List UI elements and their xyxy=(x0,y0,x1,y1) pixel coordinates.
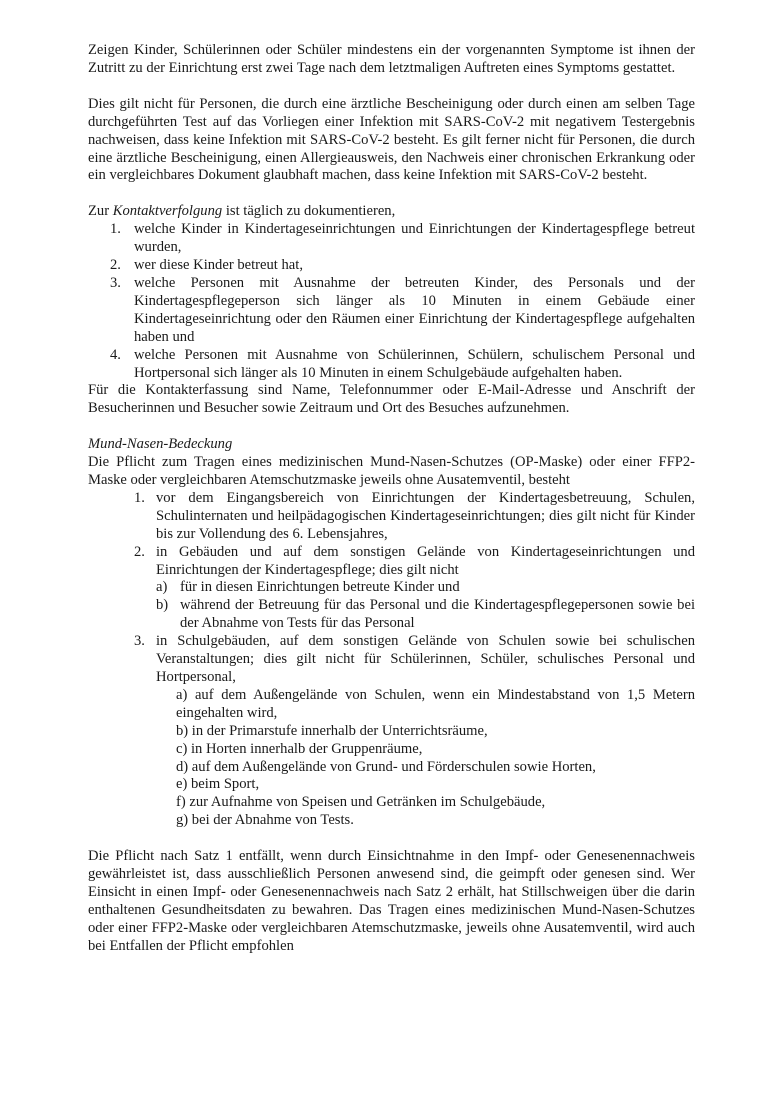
exception-paragraph: Dies gilt nicht für Personen, die durch eine ärztliche Bescheinigung oder durch einen am selben Tage durchgeführten Test auf das Vorliegen einer Infektion mit SARS-CoV-2 mit negativem Testergebnis nachweisen, dass keine Infektion mit SARS-CoV-2 besteht. Es gilt ferner nicht für Personen, die durch eine ärztliche Bescheinigung, einen Allergieausweis, den Nachweis einer chronischen Erkrankung oder ein vergleichbares Dokument glaubhaft machen, dass keine Infektion mit SARS-CoV-2 besteht. xyxy=(88,95,695,184)
sub-item-letter: a) xyxy=(156,579,168,596)
list-item xyxy=(88,257,695,275)
item-text: wer diese Kinder betreut hat, xyxy=(134,257,303,274)
list-item xyxy=(88,275,695,347)
sublist-item xyxy=(156,597,695,633)
sublist-item xyxy=(156,579,695,597)
kontakt-heading: Kontaktverfolgung xyxy=(112,203,223,220)
item-text: vor dem Eingangsbereich von Einrichtungen der Kindertagesbetreuung, Schulen, Schulinternaten und heilpädagogischen Kindertageseinrichtungen; dies gilt nicht für Kinder bis zur Vollendung des 6. Lebensjahres, xyxy=(156,489,695,542)
item-text: welche Personen mit Ausnahme der betreuten Kinder, des Personals und der Kindertagespflegeperson sich länger als 10 Minuten in einem Gebäude einer Kindertageseinrichtung oder den Räumen einer Einrichtung der Kindertagespflege aufgehalten haben und xyxy=(134,274,695,345)
item-number: 3. xyxy=(134,633,145,650)
kontakt-intro xyxy=(88,203,695,221)
mund-list xyxy=(88,490,695,830)
kontakt-intro-suffix: ist täglich zu dokumentieren, xyxy=(222,203,396,220)
sublist-item: g) bei der Abnahme von Tests. xyxy=(176,812,354,829)
sub-item-text: für in diesen Einrichtungen betreute Kinder und xyxy=(180,579,460,596)
mund-heading xyxy=(88,436,695,454)
item-text: in Gebäuden und auf dem sonstigen Gelände von Kindertageseinrichtungen und Einrichtungen der Kindertagespflege; dies gilt nicht xyxy=(156,543,695,578)
item-number: 2. xyxy=(110,257,121,274)
item-text: welche Personen mit Ausnahme von Schülerinnen, Schülern, schulischem Personal und Hortpersonal sich länger als 10 Minuten in einem Schulgebäude aufgehalten haben. xyxy=(134,346,695,381)
item-text: welche Kinder in Kindertageseinrichtungen und Einrichtungen der Kindertagespflege betreut wurden, xyxy=(134,221,695,256)
final-paragraph: Die Pflicht nach Satz 1 entfällt, wenn durch Einsichtnahme in den Impf- oder Genesenennachweis gewährleistet ist, dass ausschließlich Personen anwesend sind, die geimpft oder genesen sind. Wer Einsicht in einen Impf- oder Genesenennachweis nach Satz 2 erhält, hat Stillschweigen über die darin enthaltenen Gesundheitsdaten zu bewahren. Das Tragen eines medizinischen Mund-Nasen-Schutzes oder einer FFP2-Maske oder vergleichbaren Atemschutzmaske, jeweils ohne Ausatemventil, wird auch bei Entfallen der Pflicht empfohlen xyxy=(88,848,695,954)
kontakt-list xyxy=(88,221,695,382)
list-item xyxy=(88,544,695,634)
list-item xyxy=(88,347,695,383)
item-number: 3. xyxy=(110,274,121,291)
sublist xyxy=(156,687,695,830)
sublist-item: a) auf dem Außengelände von Schulen, wenn ein Mindestabstand von 1,5 Metern eingehalten wird, xyxy=(176,686,695,721)
sub-item-letter: b) xyxy=(156,597,169,614)
document-body xyxy=(88,42,695,956)
kontakterfassung-paragraph: Für die Kontakterfassung sind Name, Telefonnummer oder E-Mail-Adresse und Anschrift der Besucherinnen und Besucher sowie Zeitraum und Ort des Besuches aufzunehmen. xyxy=(88,382,695,417)
item-number: 1. xyxy=(110,221,121,238)
sub-item-text: während der Betreuung für das Personal und die Kindertagespflegepersonen sowie bei der Abnahme von Tests für das Personal xyxy=(180,597,695,632)
kontakt-intro-prefix: Zur xyxy=(88,203,113,220)
symptom-paragraph: Zeigen Kinder, Schülerinnen oder Schüler mindestens ein der vorgenannten Symptome ist ihnen der Zutritt zu der Einrichtung erst zwei Tage nach dem letztmaligen Auftreten eines Symptoms gestattet. xyxy=(88,42,695,76)
list-item xyxy=(88,221,695,257)
item-number: 2. xyxy=(134,543,145,560)
sublist-item: f) zur Aufnahme von Speisen und Getränken im Schulgebäude, xyxy=(176,794,546,811)
sublist xyxy=(156,579,695,633)
item-number: 4. xyxy=(110,346,121,363)
mund-intro: Die Pflicht zum Tragen eines medizinischen Mund-Nasen-Schutzes (OP-Maske) oder einer FFP2-Maske oder vergleichbaren Atemschutzmaske jeweils ohne Ausatemventil, besteht xyxy=(88,454,695,489)
list-item xyxy=(88,490,695,544)
sublist-item: d) auf dem Außengelände von Grund- und Förderschulen sowie Horten, xyxy=(176,758,596,775)
list-item xyxy=(88,633,695,830)
sublist-item: e) beim Sport, xyxy=(176,776,260,793)
mund-heading-text: Mund-Nasen-Bedeckung xyxy=(88,436,233,453)
sublist-item: c) in Horten innerhalb der Gruppenräume, xyxy=(176,740,423,757)
sublist-item: b) in der Primarstufe innerhalb der Unterrichtsräume, xyxy=(176,722,488,739)
item-number: 1. xyxy=(134,489,145,506)
item-text: in Schulgebäuden, auf dem sonstigen Gelände von Schulen sowie bei schulischen Veranstaltungen; dies gilt nicht für Schülerinnen, Schüler, schulisches Personal und Hortpersonal, xyxy=(156,633,695,685)
